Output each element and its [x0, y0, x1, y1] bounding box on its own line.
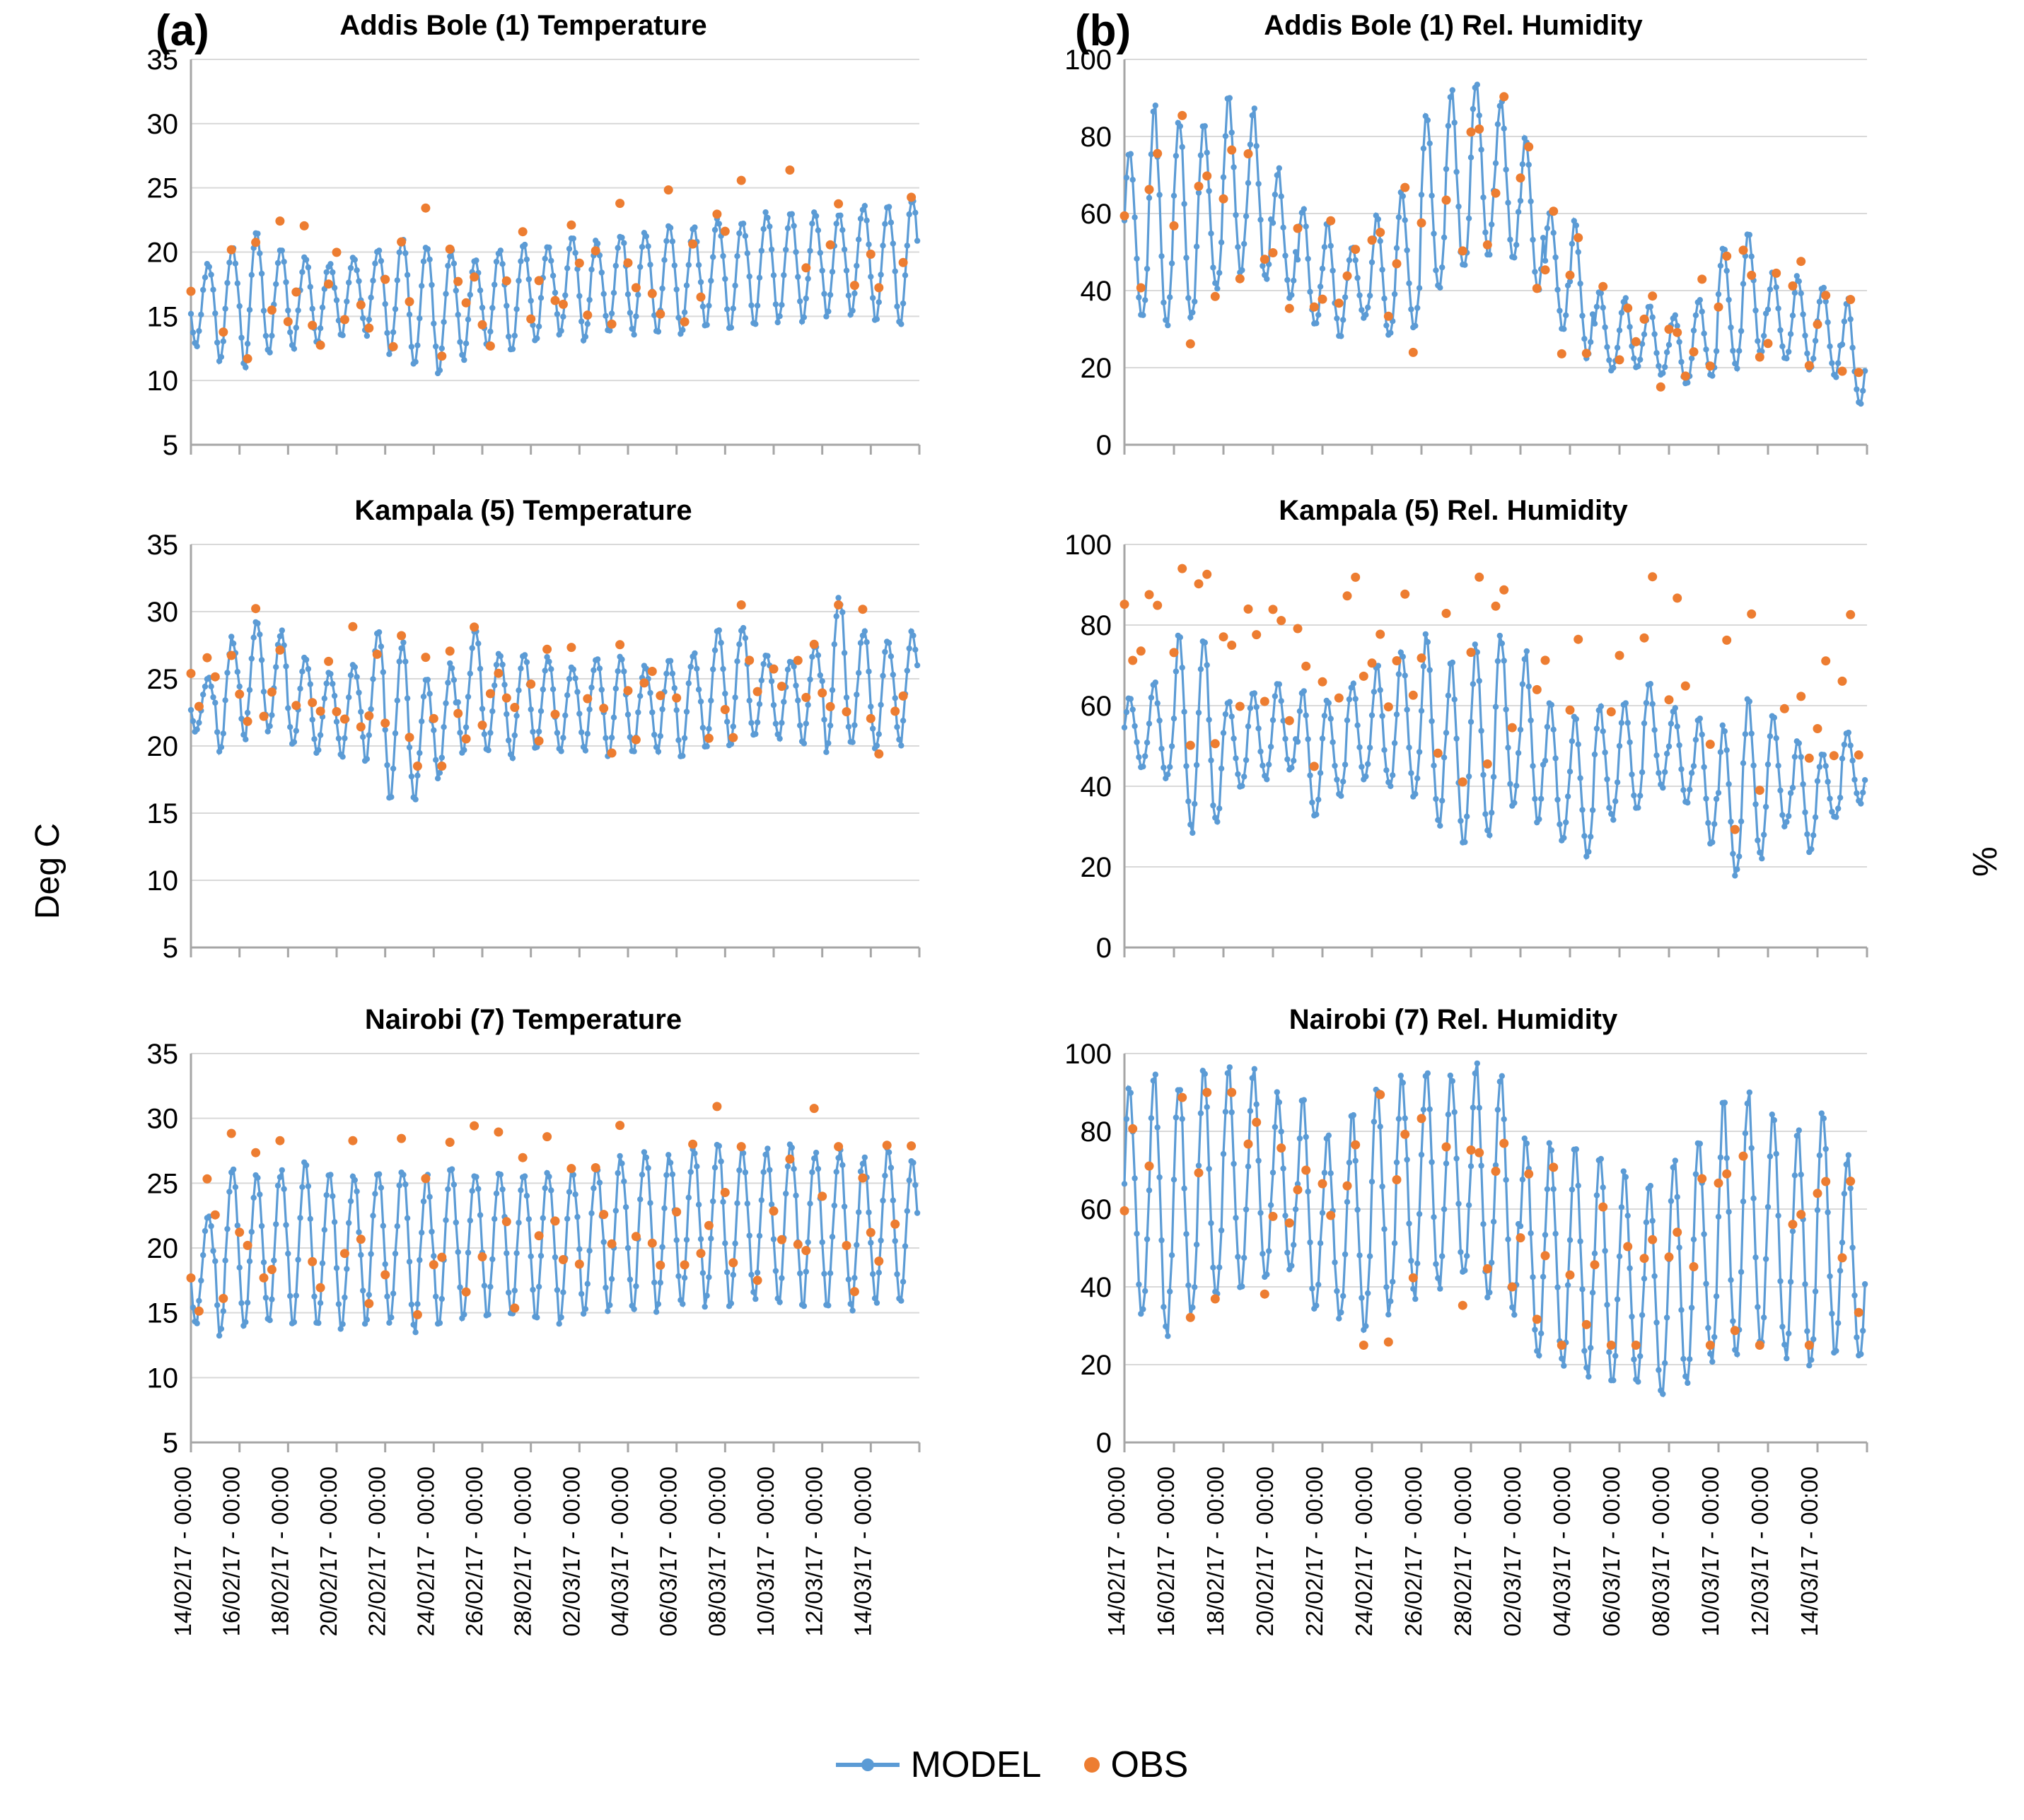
- svg-text:14/03/17 - 00:00: 14/03/17 - 00:00: [849, 1466, 876, 1637]
- svg-text:14/03/17 - 00:00: 14/03/17 - 00:00: [1796, 1466, 1822, 1637]
- svg-text:40: 40: [1080, 1272, 1112, 1303]
- chart-kampala-temperature: [106, 495, 941, 976]
- svg-text:08/03/17 - 00:00: 08/03/17 - 00:00: [1648, 1466, 1674, 1637]
- svg-text:22/02/17 - 00:00: 22/02/17 - 00:00: [363, 1466, 390, 1637]
- right-axis-title: %: [1967, 846, 2004, 877]
- svg-text:20: 20: [1080, 353, 1112, 384]
- svg-text:16/02/17 - 00:00: 16/02/17 - 00:00: [218, 1466, 245, 1637]
- legend-item-model: [836, 1744, 1042, 1786]
- svg-text:14/02/17 - 00:00: 14/02/17 - 00:00: [170, 1466, 196, 1637]
- chart-title: Nairobi (7) Temperature: [364, 1004, 682, 1035]
- svg-text:20: 20: [1080, 1350, 1112, 1381]
- svg-text:28/02/17 - 00:00: 28/02/17 - 00:00: [1450, 1466, 1476, 1637]
- svg-text:15: 15: [146, 798, 178, 829]
- svg-text:24/02/17 - 00:00: 24/02/17 - 00:00: [412, 1466, 439, 1637]
- svg-text:04/03/17 - 00:00: 04/03/17 - 00:00: [607, 1466, 633, 1637]
- model-line-icon: [836, 1763, 900, 1767]
- svg-text:80: 80: [1080, 1116, 1112, 1148]
- svg-text:12/03/17 - 00:00: 12/03/17 - 00:00: [1747, 1466, 1773, 1637]
- plot-area: [106, 10, 941, 477]
- svg-text:0: 0: [1095, 430, 1112, 461]
- svg-text:28/02/17 - 00:00: 28/02/17 - 00:00: [509, 1466, 536, 1637]
- svg-text:18/02/17 - 00:00: 18/02/17 - 00:00: [267, 1466, 293, 1637]
- svg-text:10: 10: [146, 1363, 178, 1394]
- chart-title: Kampala (5) Rel. Humidity: [1279, 495, 1628, 526]
- plot-area: [1018, 495, 1888, 976]
- svg-text:15: 15: [146, 301, 178, 333]
- svg-text:18/02/17 - 00:00: 18/02/17 - 00:00: [1202, 1466, 1228, 1637]
- plot-area: [1018, 1004, 1888, 1637]
- plot-area: [106, 1004, 941, 1637]
- svg-text:20: 20: [146, 1233, 178, 1264]
- svg-text:30: 30: [146, 597, 178, 628]
- svg-text:15: 15: [146, 1297, 178, 1329]
- svg-text:60: 60: [1080, 691, 1112, 722]
- obs-dot-icon: [1084, 1757, 1100, 1773]
- svg-text:35: 35: [146, 530, 178, 561]
- svg-text:26/02/17 - 00:00: 26/02/17 - 00:00: [1400, 1466, 1426, 1637]
- svg-text:20/02/17 - 00:00: 20/02/17 - 00:00: [315, 1466, 342, 1637]
- svg-text:26/02/17 - 00:00: 26/02/17 - 00:00: [461, 1466, 487, 1637]
- figure-legend: [0, 1744, 2024, 1786]
- legend-item-obs: [1084, 1744, 1189, 1786]
- svg-text:35: 35: [146, 45, 178, 76]
- chart-addis-temperature: [106, 10, 941, 477]
- panel-a-label: (a): [156, 6, 209, 55]
- panel-b-label: (b): [1075, 6, 1132, 55]
- svg-text:5: 5: [162, 933, 178, 964]
- svg-text:20: 20: [1080, 852, 1112, 883]
- legend-label-model: MODEL: [910, 1744, 1042, 1785]
- svg-text:5: 5: [162, 1428, 178, 1459]
- svg-text:10: 10: [146, 366, 178, 397]
- svg-text:25: 25: [146, 173, 178, 204]
- svg-text:25: 25: [146, 1168, 178, 1200]
- svg-text:12/03/17 - 00:00: 12/03/17 - 00:00: [801, 1466, 827, 1637]
- chart-kampala-humidity: [1018, 495, 1888, 976]
- svg-text:25: 25: [146, 664, 178, 695]
- svg-text:04/03/17 - 00:00: 04/03/17 - 00:00: [1549, 1466, 1575, 1637]
- svg-text:06/03/17 - 00:00: 06/03/17 - 00:00: [1598, 1466, 1624, 1637]
- svg-text:0: 0: [1095, 1428, 1112, 1459]
- svg-text:02/03/17 - 00:00: 02/03/17 - 00:00: [558, 1466, 585, 1637]
- svg-text:60: 60: [1080, 199, 1112, 230]
- chart-title: Addis Bole (1) Temperature: [339, 10, 707, 41]
- svg-text:06/03/17 - 00:00: 06/03/17 - 00:00: [655, 1466, 682, 1637]
- svg-text:16/02/17 - 00:00: 16/02/17 - 00:00: [1153, 1466, 1179, 1637]
- svg-text:40: 40: [1080, 276, 1112, 307]
- svg-text:22/02/17 - 00:00: 22/02/17 - 00:00: [1301, 1466, 1327, 1637]
- svg-text:5: 5: [162, 430, 178, 461]
- plot-area: [1018, 10, 1888, 477]
- chart-addis-humidity: [1018, 10, 1888, 477]
- svg-text:20: 20: [146, 237, 178, 269]
- svg-text:10/03/17 - 00:00: 10/03/17 - 00:00: [752, 1466, 779, 1637]
- svg-text:100: 100: [1064, 1039, 1112, 1070]
- svg-text:40: 40: [1080, 771, 1112, 803]
- svg-text:10: 10: [146, 865, 178, 897]
- chart-title: Kampala (5) Temperature: [354, 495, 692, 526]
- svg-text:80: 80: [1080, 610, 1112, 641]
- svg-text:08/03/17 - 00:00: 08/03/17 - 00:00: [704, 1466, 731, 1637]
- svg-text:60: 60: [1080, 1194, 1112, 1225]
- svg-text:24/02/17 - 00:00: 24/02/17 - 00:00: [1351, 1466, 1377, 1637]
- svg-text:100: 100: [1064, 530, 1112, 561]
- svg-text:30: 30: [146, 1103, 178, 1135]
- svg-text:35: 35: [146, 1039, 178, 1070]
- svg-text:20/02/17 - 00:00: 20/02/17 - 00:00: [1252, 1466, 1278, 1637]
- plot-area: [106, 495, 941, 976]
- chart-nairobi-humidity: [1018, 1004, 1888, 1637]
- svg-text:10/03/17 - 00:00: 10/03/17 - 00:00: [1697, 1466, 1723, 1637]
- svg-text:0: 0: [1095, 933, 1112, 964]
- svg-text:30: 30: [146, 108, 178, 140]
- svg-text:14/02/17 - 00:00: 14/02/17 - 00:00: [1103, 1466, 1129, 1637]
- svg-text:20: 20: [146, 731, 178, 762]
- legend-label-obs: OBS: [1110, 1744, 1189, 1785]
- chart-title: Nairobi (7) Rel. Humidity: [1289, 1004, 1618, 1035]
- svg-text:80: 80: [1080, 122, 1112, 153]
- chart-nairobi-temperature: [106, 1004, 941, 1637]
- svg-text:02/03/17 - 00:00: 02/03/17 - 00:00: [1499, 1466, 1525, 1637]
- left-axis-title: Deg C: [29, 822, 66, 919]
- svg-text:100: 100: [1064, 45, 1112, 76]
- chart-title: Addis Bole (1) Rel. Humidity: [1264, 10, 1643, 41]
